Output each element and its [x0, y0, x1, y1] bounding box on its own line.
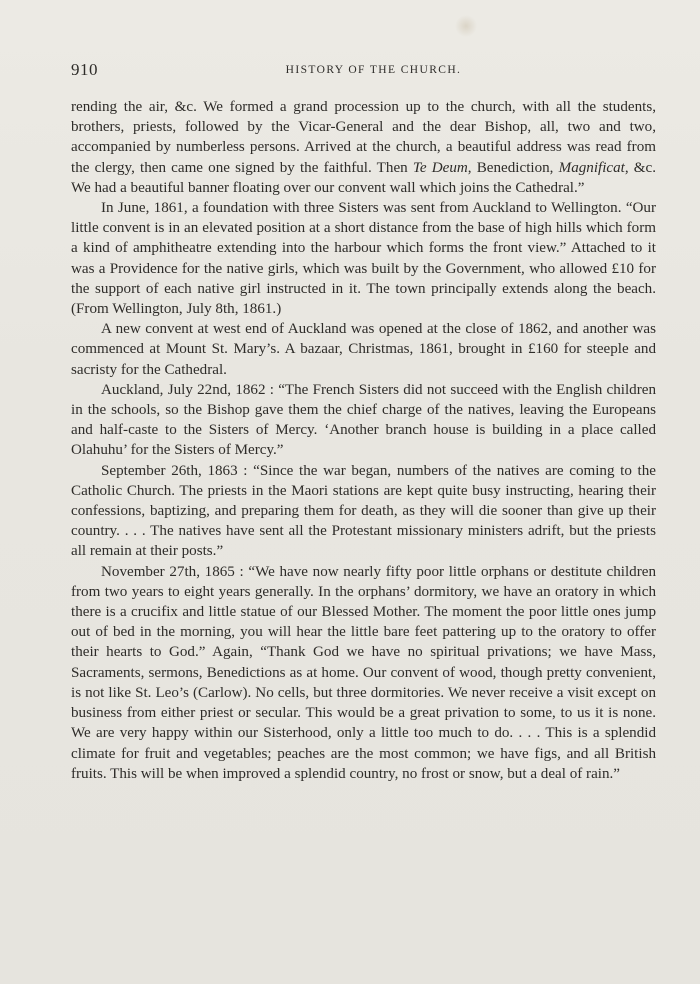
paragraph-auckland-1862: Auckland, July 22nd, 1862 : “The French Sisters did not succeed with the English children in the schools, so the Bishop gave them the chief charge of the natives, leaving the Europeans and half-caste to the Sisters of Mercy. ‘Another branch house is building in a place called Olahuhu’ for the Sisters of Mercy.” — [71, 381, 656, 459]
paragraph-september-1863: September 26th, 1863 : “Since the war began, numbers of the natives are coming to the Catholic Church. The priests in the Maori stations are kept quite busy instructing, hearing their confessions, baptizing, and preparing them for death, as they will die sooner than give up their country. . . . The natives have sent all the Protestant missionary ministers adrift, but the priests all remain at their posts.” — [71, 462, 656, 560]
page-header — [71, 60, 656, 84]
running-head: HISTORY OF THE CHURCH. — [285, 64, 462, 76]
body-text — [71, 97, 656, 784]
paragraph-new-convent: A new convent at west end of Auckland was opened at the close of 1862, and another was commenced at Mount St. Mary’s. A bazaar, Christmas, 1861, brought in £160 for steeple and sacristy for the Cathedral. — [71, 321, 656, 378]
page-number: 910 — [71, 60, 98, 79]
paragraph-november-1865: November 27th, 1865 : “We have now nearly fifty poor little orphans or destitute children from two years to eight years generally. In the orphans’ dormitory, we have an oratory in which there is a crucifix and little statue of our Blessed Mother. The moment the poor little ones jump out of bed in the morning, you will hear the little bare feet pattering up to the oratory to offer their hearts to God.” Again, “Thank God we have no spiritual privations; we have Mass, Sacraments, sermons, Benedictions as at home. Our convent of wood, though pretty convenient, is not like St. Leo’s (Carlow). No cells, but three dormitories. We never receive a visit except on business from either priest or secular. This would be a great privation to some, to us it is none. We are very happy within our Sisterhood, only a little too much to do. . . . This is a splendid climate for fruit and vegetables; peaches are the most common; we have figs, and all British fruits. This will be when improved a splendid country, no frost or snow, but a deal of rain.” — [71, 563, 656, 782]
paragraph-wellington-foundation: In June, 1861, a foundation with three Sisters was sent from Auckland to Wellington. “Our little convent is in an elevated position at a short distance from the base of high hills which form a kind of amphitheatre extending into the harbour which forms the front view.” Attached to it was a Providence for the native girls, which was built by the Government, who allowed £10 for the support of each native girl instructed in it. The town principally extends along the beach. (From Wellington, July 8th, 1861.) — [71, 200, 656, 318]
paragraph-continuation: rending the air, &c. We formed a grand procession up to the church, with all the students, brothers, priests, followed by the Vicar-General and the dear Bishop, all, two and two, accompanied by numberless persons. Arrived at the church, a beautiful address was read from the clergy, then came one signed by the faithful. Then Te Deum, Benediction, Magnificat, &c. We had a beautiful banner floating over our convent wall which joins the Cathedral.” — [71, 99, 657, 196]
paper-stain — [455, 15, 477, 37]
